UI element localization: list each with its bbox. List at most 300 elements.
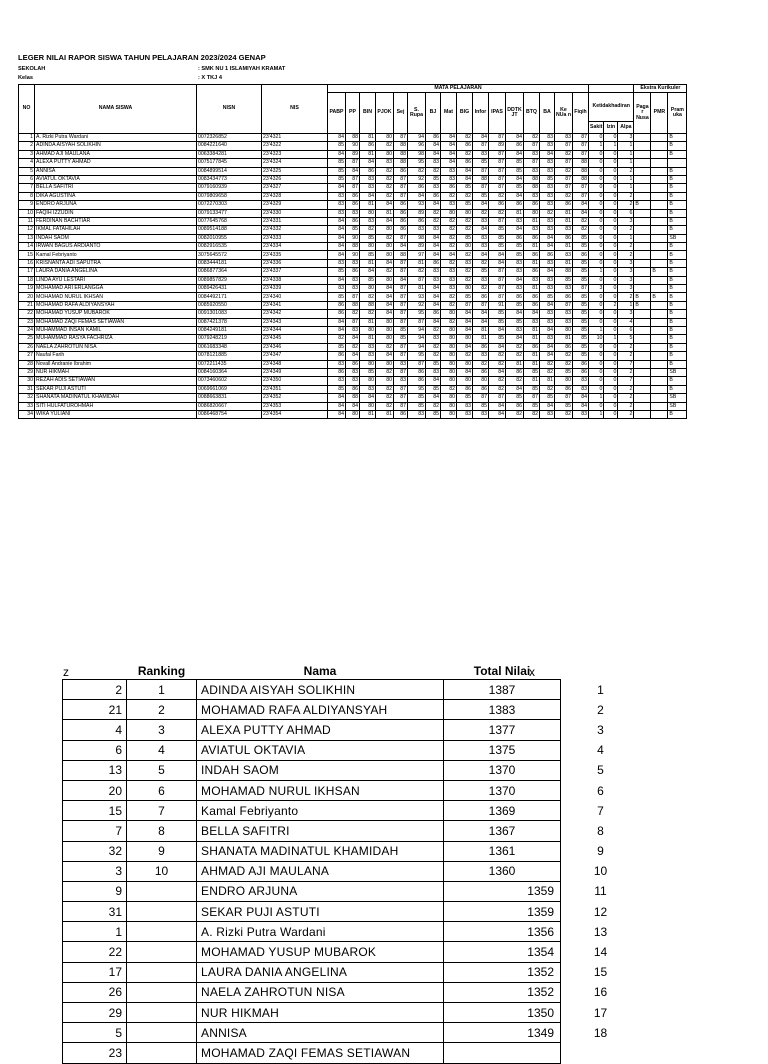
cell-ekstra — [634, 343, 651, 351]
cell-absence: 0 — [589, 150, 604, 158]
ranking-row — [63, 962, 641, 982]
cell-score: 84 — [506, 310, 524, 318]
cell-x: 1 — [597, 682, 604, 697]
cell-score: 81 — [524, 217, 540, 225]
cell-score: 84 — [573, 209, 589, 217]
ledger-row — [19, 142, 687, 150]
ranking-row — [63, 720, 641, 740]
cell-score: 83 — [540, 217, 555, 225]
cell-score: 85 — [360, 276, 376, 284]
cell-ekstra — [634, 268, 651, 276]
cell-ekstra — [634, 217, 651, 225]
cell-nama: DIKA AGUSTINA — [35, 192, 197, 200]
cell-nis: 23'4326 — [262, 175, 328, 183]
cell-absence: 0 — [589, 385, 604, 393]
cell-score: 90 — [346, 142, 360, 150]
cell-score: 80 — [441, 377, 457, 385]
ledger-row — [19, 310, 687, 318]
cell-score: 80 — [441, 394, 457, 402]
cell-nama: MOHAMAD ARI ERLANGGA — [35, 285, 197, 293]
cell-score: 80 — [346, 410, 360, 418]
cell-score: 82 — [489, 192, 506, 200]
cell-score: 86 — [555, 234, 573, 242]
cell-score: 84 — [540, 343, 555, 351]
cell-name: ALEXA PUTTY AHMAD — [197, 720, 444, 740]
cell-score: 84 — [489, 251, 506, 259]
cell-score: 86 — [555, 201, 573, 209]
cell-ekstra: B — [668, 134, 687, 142]
cell-nisn: 0073460602 — [197, 377, 262, 385]
cell-nis: 23'4347 — [262, 352, 328, 360]
cell-score: 84 — [408, 192, 426, 200]
cell-nisn: 0079248219 — [197, 335, 262, 343]
cell-nisn: 0084249181 — [197, 326, 262, 334]
cell-score: 85 — [540, 394, 555, 402]
cell-absence: 2 — [618, 167, 634, 175]
cell-score: 91 — [489, 301, 506, 309]
cell-score: 82 — [457, 192, 473, 200]
cell-score: 84 — [506, 226, 524, 234]
cell-score: 84 — [328, 150, 346, 158]
cell-score: 82 — [555, 360, 573, 368]
cell-nis: 23'4325 — [262, 167, 328, 175]
cell-ekstra: B — [668, 192, 687, 200]
cell-nis: 23'4350 — [262, 377, 328, 385]
cell-absence: 2 — [618, 368, 634, 376]
cell-ekstra — [634, 326, 651, 334]
cell-score: 83 — [540, 276, 555, 284]
ledger-row — [19, 326, 687, 334]
cell-score: 85 — [573, 243, 589, 251]
cell-score: 83 — [524, 318, 540, 326]
cell-score: 84 — [441, 134, 457, 142]
cell-score: 85 — [394, 335, 408, 343]
cell-no: 33 — [19, 402, 35, 410]
cell-score: 83 — [524, 150, 540, 158]
cell-score: 88 — [524, 175, 540, 183]
cell-score: 87 — [555, 142, 573, 150]
cell-nisn: 0084492171 — [197, 293, 262, 301]
cell-total: 1367 — [444, 821, 561, 841]
cell-score: 84 — [360, 394, 376, 402]
cell-score: 83 — [346, 285, 360, 293]
cell-score: 85 — [573, 268, 589, 276]
cell-score: 83 — [426, 184, 441, 192]
cell-z: 17 — [63, 962, 127, 982]
cell-score: 84 — [540, 150, 555, 158]
cell-score: 84 — [328, 402, 346, 410]
cell-x: 8 — [597, 823, 604, 838]
cell-no: 3 — [19, 150, 35, 158]
cell-score: 83 — [540, 192, 555, 200]
cell-nisn: 0079160939 — [197, 184, 262, 192]
cell-rank: 3 — [127, 720, 197, 740]
cell-ekstra: B — [668, 251, 687, 259]
cell-score: 82 — [328, 335, 346, 343]
cell-score: 85 — [489, 310, 506, 318]
cell-score: 86 — [524, 343, 540, 351]
cell-score: 86 — [506, 201, 524, 209]
cell-score: 82 — [376, 368, 394, 376]
cell-nis: 23'4352 — [262, 394, 328, 402]
cell-score: 82 — [489, 385, 506, 393]
cell-name: NAELA ZAHROTUN NISA — [197, 982, 444, 1002]
cell-ekstra — [651, 377, 668, 385]
cell-score: 80 — [457, 285, 473, 293]
cell-name: INDAH SAOM — [197, 760, 444, 780]
cell-score: 85 — [408, 402, 426, 410]
cell-score: 86 — [408, 184, 426, 192]
cell-ekstra: B — [668, 226, 687, 234]
cell-absence: 0 — [604, 285, 618, 293]
cell-score: 85 — [524, 368, 540, 376]
cell-score: 86 — [457, 385, 473, 393]
cell-score: 83 — [473, 234, 489, 242]
cell-score: 85 — [473, 192, 489, 200]
cell-ekstra: SB — [668, 368, 687, 376]
cell-score: 86 — [426, 192, 441, 200]
cell-nama: BELLA SAFITRI — [35, 184, 197, 192]
school-value: : SMK NU 1 ISLAMIYAH KRAMAT — [198, 66, 286, 72]
cell-absence: 1 — [604, 142, 618, 150]
cell-score: 87 — [346, 175, 360, 183]
cell-score: 85 — [457, 394, 473, 402]
cell-score: 82 — [457, 217, 473, 225]
cell-score: 82 — [426, 326, 441, 334]
cell-z: 32 — [63, 841, 127, 861]
cell-score: 87 — [457, 301, 473, 309]
ledger-row — [19, 402, 687, 410]
cell-score: 88 — [573, 167, 589, 175]
cell-ekstra — [651, 276, 668, 284]
cell-nis: 23'4338 — [262, 276, 328, 284]
cell-score: 84 — [524, 310, 540, 318]
cell-absence: 3 — [618, 259, 634, 267]
cell-absence: 0 — [604, 360, 618, 368]
cell-score: 81 — [524, 335, 540, 343]
cell-score: 86 — [489, 201, 506, 209]
cell-absence: 0 — [604, 310, 618, 318]
cell-score: 85 — [573, 318, 589, 326]
cell-absence: 1 — [618, 159, 634, 167]
cell-no: 6 — [19, 175, 35, 183]
cell-score: 83 — [441, 276, 457, 284]
cell-absence: 3 — [618, 276, 634, 284]
cell-score: 85 — [555, 402, 573, 410]
cell-score: 87 — [489, 276, 506, 284]
cell-nisn: 0086468754 — [197, 410, 262, 418]
ranking-header-total: Total Nilai — [473, 664, 531, 678]
cell-score: 82 — [555, 352, 573, 360]
cell-absence: 0 — [589, 259, 604, 267]
cell-score: 84 — [441, 142, 457, 150]
cell-score: 83 — [473, 352, 489, 360]
cell-score: 86 — [524, 251, 540, 259]
cell-absence: 0 — [604, 209, 618, 217]
cell-no: 22 — [19, 310, 35, 318]
header-empty-gap — [589, 85, 634, 93]
cell-name: NUR HIKMAH — [197, 1003, 444, 1023]
cell-score: 83 — [328, 377, 346, 385]
cell-score: 80 — [360, 285, 376, 293]
cell-absence: 0 — [604, 318, 618, 326]
cell-score: 81 — [524, 360, 540, 368]
cell-score: 82 — [457, 276, 473, 284]
ranking-row — [63, 902, 641, 922]
cell-nama: NUR HIKMAH — [35, 368, 197, 376]
cell-ekstra — [634, 134, 651, 142]
cell-nama: LAURA DANIA ANGELINA — [35, 268, 197, 276]
cell-score: 85 — [457, 184, 473, 192]
cell-score: 83 — [540, 184, 555, 192]
cell-score: 83 — [360, 184, 376, 192]
cell-no: 16 — [19, 259, 35, 267]
cell-total: 1370 — [444, 760, 561, 780]
cell-x: 2 — [597, 702, 604, 717]
cell-score: 83 — [540, 335, 555, 343]
cell-nis: 23'4323 — [262, 150, 328, 158]
ledger-row — [19, 243, 687, 251]
cell-score: 88 — [473, 175, 489, 183]
cell-ekstra: B — [668, 352, 687, 360]
header-subject: BIN — [360, 93, 376, 134]
ranking-row — [63, 700, 641, 720]
cell-ekstra — [634, 159, 651, 167]
cell-score: 84 — [441, 150, 457, 158]
cell-name: ADINDA AISYAH SOLIKHIN — [197, 680, 444, 700]
cell-nama: MOHAMAD YUSUP MUBAROK — [35, 310, 197, 318]
cell-score: 85 — [473, 402, 489, 410]
cell-score: 82 — [376, 175, 394, 183]
cell-score: 83 — [360, 352, 376, 360]
cell-score: 98 — [408, 150, 426, 158]
class-label: Kelas — [18, 75, 33, 81]
cell-name: MOHAMAD ZAQI FEMAS SETIAWAN — [197, 1043, 444, 1063]
ledger-row — [19, 226, 687, 234]
cell-no: 2 — [19, 142, 35, 150]
cell-score: 82 — [489, 360, 506, 368]
cell-absence: 0 — [604, 217, 618, 225]
header-subject: Ke NUa n — [555, 93, 573, 134]
cell-x: 11 — [594, 884, 607, 899]
cell-absence: 3 — [618, 268, 634, 276]
cell-nama: AVIATUL OKTAVIA — [35, 175, 197, 183]
cell-score: 84 — [426, 318, 441, 326]
cell-score: 83 — [473, 410, 489, 418]
cell-score: 85 — [506, 167, 524, 175]
cell-score: 83 — [376, 159, 394, 167]
cell-nisn: 3075645572 — [197, 251, 262, 259]
cell-score: 86 — [408, 377, 426, 385]
cell-z: 13 — [63, 760, 127, 780]
cell-ekstra — [651, 192, 668, 200]
cell-nis: 23'4333 — [262, 234, 328, 242]
cell-score: 83 — [555, 226, 573, 234]
cell-score: 85 — [573, 335, 589, 343]
cell-score: 85 — [506, 394, 524, 402]
cell-score: 84 — [489, 410, 506, 418]
cell-z: 7 — [63, 821, 127, 841]
cell-score: 87 — [394, 134, 408, 142]
cell-score: 87 — [394, 293, 408, 301]
cell-score: 85 — [489, 335, 506, 343]
cell-absence: 0 — [589, 167, 604, 175]
cell-absence: 0 — [589, 301, 604, 309]
cell-rank — [127, 942, 197, 962]
cell-nama: ALEXA PUTTY AHMAD — [35, 159, 197, 167]
cell-nisn: 0083434773 — [197, 175, 262, 183]
cell-score: 82 — [506, 343, 524, 351]
cell-score: 82 — [376, 167, 394, 175]
cell-absence: 0 — [589, 234, 604, 242]
cell-name: A. Rizki Putra Wardani — [197, 922, 444, 942]
cell-score: 83 — [346, 326, 360, 334]
cell-rank: 6 — [127, 780, 197, 800]
cell-x — [561, 1043, 641, 1063]
cell-score: 84 — [376, 285, 394, 293]
cell-score: 85 — [506, 184, 524, 192]
cell-ekstra: B — [668, 243, 687, 251]
cell-score: 84 — [573, 402, 589, 410]
cell-score: 86 — [573, 360, 589, 368]
cell-absence: 2 — [618, 243, 634, 251]
cell-score: 83 — [328, 360, 346, 368]
cell-score: 84 — [489, 368, 506, 376]
ledger-row — [19, 318, 687, 326]
cell-score: 82 — [376, 343, 394, 351]
header-absence: Izin — [604, 122, 618, 134]
cell-nisn: 0069661069 — [197, 385, 262, 393]
cell-name: ENDRO ARJUNA — [197, 881, 444, 901]
cell-score: 82 — [441, 385, 457, 393]
cell-score: 83 — [457, 402, 473, 410]
cell-total: 1350 — [444, 1003, 561, 1023]
cell-absence: 1 — [618, 301, 634, 309]
cell-nama: MOHAMAD NURUL IKHSAN — [35, 293, 197, 301]
cell-x: 14 — [593, 945, 608, 960]
cell-ekstra — [651, 226, 668, 234]
cell-score: 84 — [489, 259, 506, 267]
cell-score: 80 — [441, 343, 457, 351]
cell-nama: REZAH ADIS SETIAWAN — [35, 377, 197, 385]
cell-nisn: 0091301083 — [197, 310, 262, 318]
cell-score: 82 — [506, 352, 524, 360]
cell-score: 82 — [473, 259, 489, 267]
cell-score: 82 — [376, 184, 394, 192]
cell-score: 81 — [524, 326, 540, 334]
cell-score: 84 — [457, 167, 473, 175]
cell-score: 83 — [328, 201, 346, 209]
ledger-row — [19, 268, 687, 276]
cell-score: 80 — [524, 209, 540, 217]
cell-absence: 1 — [618, 175, 634, 183]
cell-score: 83 — [524, 167, 540, 175]
cell-score: 82 — [555, 167, 573, 175]
cell-ekstra — [634, 226, 651, 234]
cell-ekstra — [634, 175, 651, 183]
cell-nisn: 0089426431 — [197, 285, 262, 293]
cell-score: 83 — [441, 201, 457, 209]
cell-score: 82 — [524, 410, 540, 418]
cell-score: 83 — [360, 385, 376, 393]
cell-total: 1356 — [444, 922, 561, 942]
cell-nama: SITI HULFATUROHMAH — [35, 402, 197, 410]
header-ketidakhadiran: Ketidakhadiran — [589, 93, 634, 122]
cell-score: 81 — [555, 335, 573, 343]
school-row — [18, 66, 285, 72]
ledger-row — [19, 385, 687, 393]
cell-nama: Novall Andranie Ibrahim — [35, 360, 197, 368]
cell-absence: 1 — [589, 326, 604, 334]
cell-ekstra — [634, 276, 651, 284]
header-mata-pelajaran: MATA PELAJARAN — [328, 85, 589, 93]
cell-score: 83 — [328, 259, 346, 267]
cell-absence: 0 — [604, 251, 618, 259]
cell-score: 82 — [346, 310, 360, 318]
cell-no: 17 — [19, 268, 35, 276]
cell-absence: 0 — [604, 326, 618, 334]
cell-score: 83 — [506, 259, 524, 267]
ranking-row — [63, 881, 641, 901]
cell-score: 86 — [426, 259, 441, 267]
cell-absence: 0 — [589, 251, 604, 259]
cell-x: 5 — [597, 763, 604, 778]
cell-score: 83 — [426, 335, 441, 343]
cell-rank: 10 — [127, 861, 197, 881]
cell-score: 80 — [457, 243, 473, 251]
cell-score: 82 — [540, 368, 555, 376]
cell-ekstra: B — [634, 301, 651, 309]
cell-ekstra — [634, 285, 651, 293]
cell-absence: 2 — [618, 201, 634, 209]
cell-score: 89 — [408, 209, 426, 217]
cell-score: 86 — [555, 293, 573, 301]
cell-score: 81 — [360, 150, 376, 158]
cell-absence: 2 — [618, 402, 634, 410]
cell-x: 3 — [597, 722, 604, 737]
cell-score: 95 — [408, 385, 426, 393]
ledger-row — [19, 201, 687, 209]
cell-score: 84 — [506, 335, 524, 343]
cell-score: 82 — [408, 167, 426, 175]
cell-nisn: 0087421378 — [197, 318, 262, 326]
cell-score: 87 — [394, 352, 408, 360]
cell-absence: 1 — [618, 184, 634, 192]
cell-score: 83 — [524, 192, 540, 200]
cell-ekstra — [634, 410, 651, 418]
cell-nis: 23'4328 — [262, 192, 328, 200]
cell-score: 82 — [426, 343, 441, 351]
cell-score: 82 — [376, 268, 394, 276]
cell-ekstra: B — [668, 150, 687, 158]
cell-score: 84 — [540, 301, 555, 309]
header-nama-siswa: NAMA SISWA — [35, 85, 197, 134]
cell-score: 83 — [328, 192, 346, 200]
header-subject: PP — [346, 93, 360, 134]
ranking-header-x-spacer — [561, 663, 641, 680]
cell-score: 85 — [360, 251, 376, 259]
cell-score: 87 — [555, 159, 573, 167]
cell-score: 86 — [457, 159, 473, 167]
cell-nis: 23'4332 — [262, 226, 328, 234]
cell-score: 86 — [524, 201, 540, 209]
cell-x: 7 — [597, 803, 604, 818]
cell-score: 84 — [376, 259, 394, 267]
cell-score: 83 — [441, 285, 457, 293]
cell-score: 87 — [394, 402, 408, 410]
ledger-row — [19, 209, 687, 217]
cell-score: 94 — [408, 326, 426, 334]
